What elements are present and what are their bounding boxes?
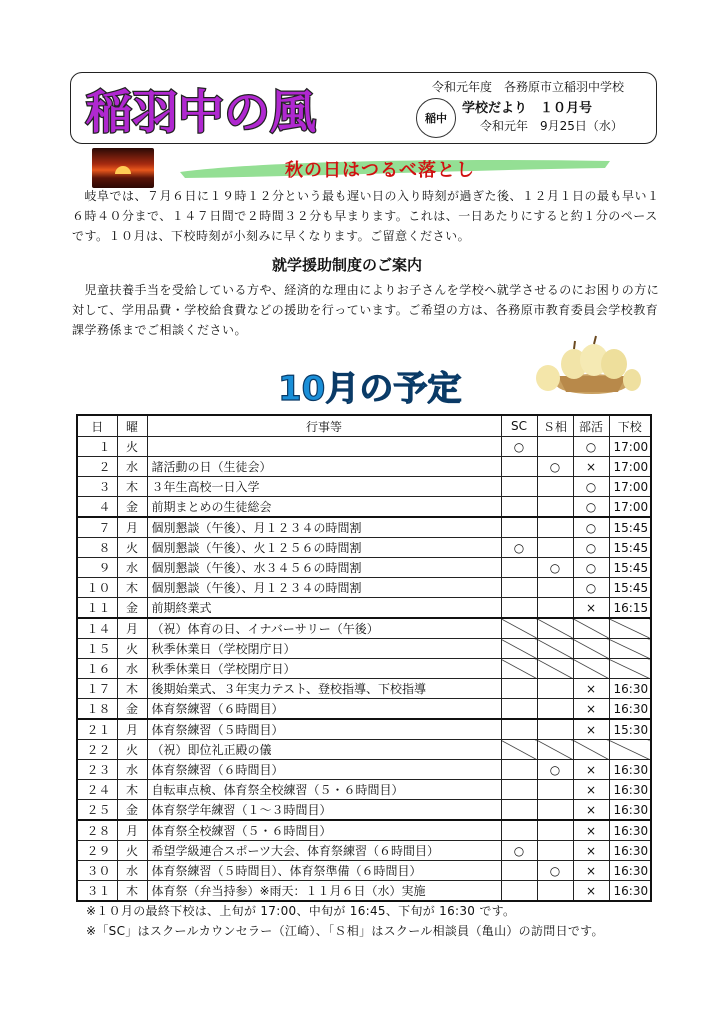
cell-day: １４ xyxy=(77,618,117,639)
cell-day: １５ xyxy=(77,639,117,659)
table-row xyxy=(77,740,651,760)
cell-dismissal: 17:00 xyxy=(609,457,651,477)
cell-sc xyxy=(501,760,537,780)
cell-sc xyxy=(501,800,537,821)
cell-dismissal: 16:15 xyxy=(609,598,651,619)
cell-dismissal: 16:30 xyxy=(609,881,651,902)
cell-club: × xyxy=(573,861,609,881)
cell-dismissal: 16:30 xyxy=(609,679,651,699)
table-row xyxy=(77,538,651,558)
article-heading-aid: 就学援助制度のご案内 xyxy=(272,256,423,274)
col-header-weekday: 曜 xyxy=(117,415,147,437)
cell-weekday: 木 xyxy=(117,780,147,800)
cell-day: １６ xyxy=(77,659,117,679)
cell-s-counselor: ○ xyxy=(537,457,573,477)
cell-day: １７ xyxy=(77,679,117,699)
table-row xyxy=(77,780,651,800)
schedule-title-art xyxy=(270,358,470,414)
cell-event: （祝）即位礼正殿の儀 xyxy=(147,740,501,760)
cell-event: 体育祭学年練習（１～３時間目） xyxy=(147,800,501,821)
cell-event: 個別懇談（午後）、月１２３４の時間割 xyxy=(147,517,501,538)
table-row xyxy=(77,517,651,538)
cell-event: 個別懇談（午後）、月１２３４の時間割 xyxy=(147,578,501,598)
cell-s-counselor xyxy=(537,841,573,861)
cell-club xyxy=(573,639,609,659)
table-row xyxy=(77,477,651,497)
cell-dismissal xyxy=(609,740,651,760)
cell-weekday: 水 xyxy=(117,659,147,679)
cell-event: 体育祭練習（５時間目）、体育祭準備（６時間目） xyxy=(147,861,501,881)
cell-weekday: 木 xyxy=(117,881,147,902)
cell-day: １８ xyxy=(77,699,117,720)
cell-event: 秋季休業日（学校閉庁日） xyxy=(147,659,501,679)
cell-day: １１ xyxy=(77,598,117,619)
cell-day: １ xyxy=(77,437,117,457)
cell-dismissal: 16:30 xyxy=(609,699,651,720)
cell-sc: ○ xyxy=(501,437,537,457)
cell-club: ○ xyxy=(573,497,609,518)
cell-weekday: 水 xyxy=(117,760,147,780)
cell-s-counselor xyxy=(537,780,573,800)
cell-day: ２４ xyxy=(77,780,117,800)
cell-weekday: 木 xyxy=(117,477,147,497)
cell-event: 個別懇談（午後）、水３４５６の時間割 xyxy=(147,558,501,578)
cell-s-counselor xyxy=(537,517,573,538)
cell-sc xyxy=(501,639,537,659)
cell-dismissal: 15:45 xyxy=(609,538,651,558)
table-row xyxy=(77,760,651,780)
cell-club: × xyxy=(573,780,609,800)
cell-club: × xyxy=(573,881,609,902)
cell-sc xyxy=(501,699,537,720)
cell-day: ９ xyxy=(77,558,117,578)
cell-sc xyxy=(501,558,537,578)
cell-sc xyxy=(501,881,537,902)
cell-club: × xyxy=(573,598,609,619)
cell-day: ３０ xyxy=(77,861,117,881)
cell-dismissal: 15:45 xyxy=(609,578,651,598)
cell-day: ２２ xyxy=(77,740,117,760)
cell-s-counselor xyxy=(537,639,573,659)
cell-event: （祝）体育の日、イナバーサリー（午後） xyxy=(147,618,501,639)
col-header-dismissal: 下校 xyxy=(609,415,651,437)
cell-s-counselor xyxy=(537,437,573,457)
cell-weekday: 金 xyxy=(117,800,147,821)
cell-sc xyxy=(501,517,537,538)
issue-date: 令和元年 9月25日（水） xyxy=(480,119,623,133)
cell-event xyxy=(147,437,501,457)
col-header-s-counselor: Ｓ相 xyxy=(537,415,573,437)
cell-sc xyxy=(501,497,537,518)
cell-sc xyxy=(501,740,537,760)
cell-s-counselor xyxy=(537,820,573,841)
cell-club: ○ xyxy=(573,558,609,578)
cell-sc xyxy=(501,719,537,740)
table-row xyxy=(77,598,651,619)
cell-event: 後期始業式、３年実力テスト、登校指導、下校指導 xyxy=(147,679,501,699)
cell-weekday: 水 xyxy=(117,861,147,881)
table-header-row xyxy=(77,415,651,437)
cell-club xyxy=(573,618,609,639)
cell-club: × xyxy=(573,760,609,780)
cell-event: 前期終業式 xyxy=(147,598,501,619)
cell-s-counselor xyxy=(537,578,573,598)
cell-sc xyxy=(501,598,537,619)
cell-day: ２３ xyxy=(77,760,117,780)
table-row xyxy=(77,800,651,821)
cell-weekday: 火 xyxy=(117,437,147,457)
cell-weekday: 火 xyxy=(117,639,147,659)
cell-event: 体育祭練習（５時間目） xyxy=(147,719,501,740)
cell-club: ○ xyxy=(573,477,609,497)
cell-weekday: 月 xyxy=(117,618,147,639)
cell-weekday: 月 xyxy=(117,517,147,538)
cell-event: 個別懇談（午後）、火１２５６の時間割 xyxy=(147,538,501,558)
cell-dismissal: 16:30 xyxy=(609,820,651,841)
table-row xyxy=(77,497,651,518)
cell-weekday: 火 xyxy=(117,841,147,861)
school-name: 令和元年度 各務原市立稲羽中学校 xyxy=(432,80,625,94)
cell-s-counselor xyxy=(537,719,573,740)
cell-day: ８ xyxy=(77,538,117,558)
cell-s-counselor xyxy=(537,699,573,720)
table-row xyxy=(77,719,651,740)
pear-basket-image xyxy=(530,326,642,398)
cell-day: ２ xyxy=(77,457,117,477)
footnote-dismissal: ※１０月の最終下校は、上旬が 17:00、中旬が 16:45、下旬が 16:30 です。 xyxy=(86,904,516,918)
cell-sc xyxy=(501,679,537,699)
cell-club xyxy=(573,659,609,679)
cell-club: × xyxy=(573,841,609,861)
cell-club: × xyxy=(573,820,609,841)
cell-event: 希望学級連合スポーツ大会、体育祭練習（６時間目） xyxy=(147,841,501,861)
cell-dismissal: 16:30 xyxy=(609,760,651,780)
table-row xyxy=(77,679,651,699)
cell-sc: ○ xyxy=(501,841,537,861)
cell-event: 前期まとめの生徒総会 xyxy=(147,497,501,518)
cell-club xyxy=(573,740,609,760)
cell-dismissal: 16:30 xyxy=(609,841,651,861)
table-row xyxy=(77,699,651,720)
cell-event: 秋季休業日（学校閉庁日） xyxy=(147,639,501,659)
cell-event: 体育祭練習（６時間目） xyxy=(147,699,501,720)
cell-sc xyxy=(501,659,537,679)
cell-sc xyxy=(501,477,537,497)
table-row xyxy=(77,578,651,598)
cell-day: ２８ xyxy=(77,820,117,841)
col-header-sc: SC xyxy=(501,415,537,437)
cell-s-counselor xyxy=(537,497,573,518)
cell-club: × xyxy=(573,800,609,821)
cell-sc xyxy=(501,820,537,841)
cell-dismissal xyxy=(609,618,651,639)
cell-s-counselor xyxy=(537,477,573,497)
cell-day: ２１ xyxy=(77,719,117,740)
cell-sc: ○ xyxy=(501,538,537,558)
cell-weekday: 火 xyxy=(117,740,147,760)
cell-dismissal: 15:45 xyxy=(609,517,651,538)
cell-s-counselor xyxy=(537,538,573,558)
october-schedule-table xyxy=(76,414,652,902)
cell-sc xyxy=(501,861,537,881)
cell-club: × xyxy=(573,699,609,720)
cell-day: ３１ xyxy=(77,881,117,902)
cell-weekday: 金 xyxy=(117,497,147,518)
cell-event: 体育祭（弁当持参）※雨天：１１月６日（水）実施 xyxy=(147,881,501,902)
cell-event: 諸活動の日（生徒会） xyxy=(147,457,501,477)
cell-day: ４ xyxy=(77,497,117,518)
cell-weekday: 水 xyxy=(117,558,147,578)
table-row xyxy=(77,457,651,477)
cell-s-counselor xyxy=(537,618,573,639)
cell-day: ２５ xyxy=(77,800,117,821)
cell-club: × xyxy=(573,719,609,740)
cell-weekday: 木 xyxy=(117,578,147,598)
sunset-image xyxy=(92,148,154,188)
cell-event: 自転車点検、体育祭全校練習（５・６時間目） xyxy=(147,780,501,800)
cell-s-counselor xyxy=(537,881,573,902)
cell-s-counselor xyxy=(537,800,573,821)
table-row xyxy=(77,861,651,881)
col-header-event: 行事等 xyxy=(147,415,501,437)
cell-weekday: 火 xyxy=(117,538,147,558)
table-row xyxy=(77,639,651,659)
cell-event: 体育祭練習（６時間目） xyxy=(147,760,501,780)
cell-weekday: 金 xyxy=(117,699,147,720)
cell-s-counselor xyxy=(537,598,573,619)
cell-day: １０ xyxy=(77,578,117,598)
cell-club: × xyxy=(573,679,609,699)
table-row xyxy=(77,659,651,679)
table-row xyxy=(77,820,651,841)
table-row xyxy=(77,881,651,902)
col-header-day: 日 xyxy=(77,415,117,437)
col-header-club: 部活 xyxy=(573,415,609,437)
cell-day: ２９ xyxy=(77,841,117,861)
table-row xyxy=(77,841,651,861)
cell-weekday: 金 xyxy=(117,598,147,619)
cell-dismissal: 16:30 xyxy=(609,800,651,821)
cell-weekday: 木 xyxy=(117,679,147,699)
cell-sc xyxy=(501,780,537,800)
newsletter-title: 稲羽中の風 xyxy=(86,85,316,138)
cell-s-counselor: ○ xyxy=(537,861,573,881)
cell-s-counselor xyxy=(537,740,573,760)
cell-sc xyxy=(501,578,537,598)
cell-dismissal xyxy=(609,639,651,659)
cell-dismissal: 16:30 xyxy=(609,861,651,881)
cell-sc xyxy=(501,618,537,639)
article-heading-autumn: 秋の日はつるべ落とし xyxy=(285,160,475,181)
cell-club: ○ xyxy=(573,538,609,558)
table-row xyxy=(77,437,651,457)
cell-day: ３ xyxy=(77,477,117,497)
footnote-sc: ※「SC」はスクールカウンセラー（江崎）、「Ｓ相」はスクール相談員（亀山）の訪問日です。 xyxy=(86,924,604,938)
table-row xyxy=(77,618,651,639)
cell-sc xyxy=(501,457,537,477)
cell-weekday: 月 xyxy=(117,719,147,740)
cell-s-counselor: ○ xyxy=(537,558,573,578)
cell-dismissal: 15:30 xyxy=(609,719,651,740)
cell-dismissal: 15:45 xyxy=(609,558,651,578)
cell-dismissal: 17:00 xyxy=(609,437,651,457)
cell-club: ○ xyxy=(573,517,609,538)
article-body-autumn: 岐阜では、７月６日に１９時１２分という最も遅い日の入り時刻が過ぎた後、１２月１日の最も早い１６時４０分まで、１４７日間で２時間３２分も早まります。これは、一日あたりにすると約１分のペースです。１０月は、下校時刻が小刻みに早くなります。ご留意ください。 xyxy=(72,189,660,243)
cell-dismissal xyxy=(609,659,651,679)
cell-event: 体育祭全校練習（５・６時間目） xyxy=(147,820,501,841)
cell-dismissal: 17:00 xyxy=(609,497,651,518)
cell-s-counselor xyxy=(537,659,573,679)
cell-s-counselor: ○ xyxy=(537,760,573,780)
school-emblem: 稲中 xyxy=(416,98,456,138)
cell-club: ○ xyxy=(573,578,609,598)
cell-dismissal: 16:30 xyxy=(609,780,651,800)
cell-day: ７ xyxy=(77,517,117,538)
cell-dismissal: 17:00 xyxy=(609,477,651,497)
cell-s-counselor xyxy=(537,679,573,699)
table-row xyxy=(77,558,651,578)
cell-club: ○ xyxy=(573,437,609,457)
schedule-title: 10月の予定 xyxy=(278,369,462,409)
cell-event: ３年生高校一日入学 xyxy=(147,477,501,497)
article-body-aid: 児童扶養手当を受給している方や、経済的な理由によりお子さんを学校へ就学させるのにお困りの方に対して、学用品費・学校給食費などの援助を行っています。ご希望の方は、各務原市教育委員会学校教育課学務係までご相談ください。 xyxy=(72,283,660,337)
cell-weekday: 月 xyxy=(117,820,147,841)
cell-weekday: 水 xyxy=(117,457,147,477)
issue-label: 学校だより １０月号 xyxy=(462,101,593,116)
cell-club: × xyxy=(573,457,609,477)
newsletter-title-art xyxy=(80,80,380,138)
